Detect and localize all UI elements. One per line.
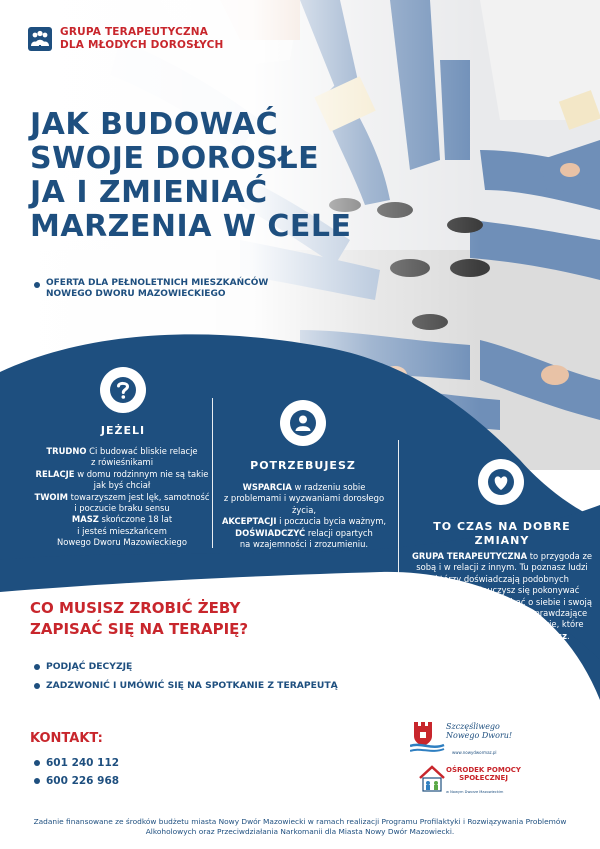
doswiadczyc-line-2: na wzajemności i zrozumieniu. <box>239 539 369 550</box>
headline-line-3: JA I ZMIENIAĆ <box>30 175 268 210</box>
akceptacji-text: i poczucia bycia ważnym, <box>276 516 387 527</box>
to-czas-line-8-bold: żyć tak jak chcesz <box>482 630 567 641</box>
step-2-label: ZADZWONIĆ I UMÓWIĆ SIĘ NA SPOTKANIE Z TERAPEUTĄ <box>46 680 338 691</box>
brand-logo <box>28 26 224 51</box>
jezeli-item-4-cont: i jesteś mieszkańcem <box>77 525 167 536</box>
wsparcia-line-2: z problemami i wyzwaniami dorosłego <box>223 493 385 504</box>
question-line-1: CO MUSISZ ZROBIĆ ŻEBY <box>30 599 241 617</box>
question-line-2: ZAPISAĆ SIĘ NA TERAPIĘ? <box>30 620 249 638</box>
phone-item-2[interactable] <box>34 775 119 787</box>
ops-location: w Nowym Dworze Mazowieckim <box>446 790 504 794</box>
to-czas-title <box>420 520 584 548</box>
brand-line-2: DLA MŁODYCH DOROSŁYCH <box>60 38 224 51</box>
jezeli-item-2-bold: RELACJE <box>35 468 75 479</box>
jezeli-title: JEŻELI <box>100 424 146 437</box>
headline-line-4: MARZENIA W CELE <box>30 209 352 244</box>
headline-line-2: SWOJE DOROSŁE <box>30 141 320 176</box>
bullet-dot <box>34 664 40 670</box>
jezeli-item-3-cont: i poczucie braku sensu <box>74 503 170 514</box>
to-czas-line-4: problemów. Nauczysz się pokonywać <box>424 585 580 596</box>
phone-item-1[interactable] <box>34 757 119 769</box>
offer-line-1: OFERTA DLA PEŁNOLETNICH MIESZKAŃCÓW <box>46 278 269 288</box>
jezeli-last: Nowego Dworu Mazowieckiego <box>57 537 187 548</box>
potrzebujesz-title: POTRZEBUJESZ <box>250 459 356 472</box>
jezeli-item-2-cont: jak byś chciał <box>93 480 151 491</box>
city-slogan-line-1: Szczęśliwego <box>446 722 500 731</box>
wsparcia-text: w radzeniu sobie <box>291 482 366 492</box>
bullet-dot <box>34 760 40 766</box>
doswiadczyc-text: relacji opartych <box>305 527 373 538</box>
to-czas-title-line-1: TO CZAS NA DOBRE <box>433 520 571 533</box>
to-czas-title-line-2: ZMIANY <box>474 534 530 547</box>
step-item-2 <box>34 680 338 691</box>
column-divider-2 <box>398 440 399 588</box>
to-czas-line-3: którzy doświadczają podobnych <box>435 573 569 584</box>
jezeli-item-3-text: towarzyszem jest lęk, samotność <box>68 491 210 502</box>
question-mark-glyph <box>100 367 146 413</box>
bullet-dot <box>34 683 40 689</box>
step-item-1 <box>34 661 132 672</box>
brand-name <box>60 26 224 51</box>
footer-line-2: Alkoholowych oraz Przeciwdziałania Narkomanii dla Miasta Nowy Dwór Mazowiecki. <box>145 827 455 836</box>
headline-line-1: JAK BUDOWAĆ <box>30 107 279 142</box>
jezeli-item-1-cont: z rówieśnikami <box>90 457 154 468</box>
wsparcia-line-3: życia, <box>291 504 317 515</box>
headline <box>30 108 352 244</box>
to-czas-bold-1: GRUPA TERAPEUTYCZNA <box>411 551 528 561</box>
offer-line-2: NOWEGO DWORU MAZOWIECKIEGO <box>46 289 226 299</box>
to-czas-line-7: się schematy zamienisz na takie, które <box>420 619 584 630</box>
to-czas-body <box>410 551 594 642</box>
jezeli-item-1-bold: TRUDNO <box>46 446 87 456</box>
akceptacji-bold: AKCEPTACJI <box>221 516 277 527</box>
to-czas-line-5: własne ograniczenia i dbać o siebie i swoją <box>412 596 592 607</box>
phone-number-1[interactable]: 601 240 112 <box>46 757 120 769</box>
person-glyph <box>280 400 326 446</box>
to-czas-line-6: dobrą przyszłość. Stare niesprawdzające <box>416 608 588 619</box>
ops-house-logo <box>418 764 446 794</box>
city-slogan-line-2: Nowego Dworu! <box>446 731 513 740</box>
to-czas-line-2: sobą i w relacji z innym. Tu poznasz ludzi <box>416 562 588 573</box>
offer-note <box>34 278 268 300</box>
jezeli-item-1-text: Ci budować bliskie relacje <box>86 446 198 456</box>
people-group-icon <box>28 27 52 51</box>
signup-question <box>30 598 248 640</box>
ops-name <box>446 767 521 782</box>
jezeli-item-4-bold: MASZ <box>71 514 99 525</box>
jezeli-item-3-bold: TWOIM <box>34 491 69 502</box>
doswiadczyc-bold: DOŚWIADCZYĆ <box>235 527 306 538</box>
ops-line-2: SPOŁECZNEJ <box>459 773 508 782</box>
jezeli-item-4-text: skończone 18 lat <box>98 514 173 525</box>
to-czas-text-1: to przygoda ze <box>527 551 593 561</box>
bullet-dot <box>34 778 40 784</box>
city-slogan <box>446 722 512 740</box>
footer-line-1: Zadanie finansowane ze środków budżetu miasta Nowy Dwór Mazowiecki w ramach realizacji Programu Profilaktyki i Rozwiązywania Problemów <box>33 817 567 826</box>
bullet-dot <box>34 282 40 288</box>
contact-label: KONTAKT: <box>30 731 103 746</box>
person-icon <box>280 400 326 446</box>
brand-line-1: GRUPA TERAPEUTYCZNA <box>60 26 209 38</box>
jezeli-body <box>18 446 226 549</box>
step-1-label: PODJĄĆ DECYZJĘ <box>46 661 133 672</box>
column-divider-1 <box>212 398 213 548</box>
to-czas-line-8: pozwolą Ci <box>434 630 483 641</box>
heart-icon <box>478 459 524 505</box>
jezeli-item-2-text: w domu rodzinnym nie są takie <box>74 468 209 479</box>
heart-glyph <box>478 459 524 505</box>
to-czas-line-8-end: . <box>566 630 570 641</box>
funding-footer <box>10 817 590 837</box>
wsparcia-bold: WSPARCIA <box>242 482 292 492</box>
city-url: www.nowydwormaz.pl <box>452 750 497 755</box>
phone-number-2[interactable]: 600 226 968 <box>46 775 120 787</box>
potrzebujesz-body <box>218 482 390 550</box>
ops-line-1: OŚRODEK POMOCY <box>446 766 521 774</box>
question-mark-icon <box>100 367 146 413</box>
